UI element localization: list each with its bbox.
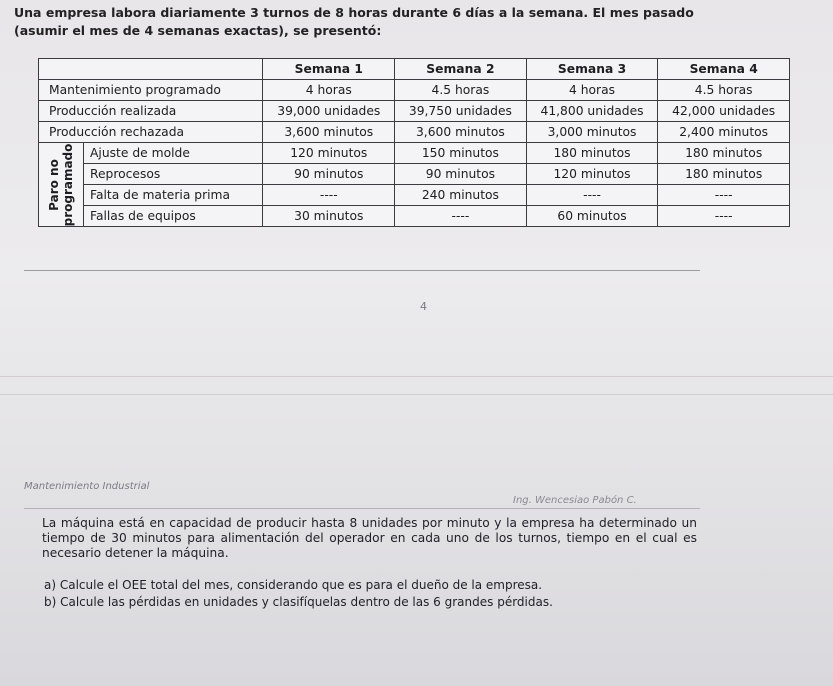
cell: 30 minutos <box>263 206 395 227</box>
cell: 60 minutos <box>526 206 658 227</box>
cell: 4 horas <box>263 80 395 101</box>
table-row <box>39 206 790 227</box>
group-label-line-1: Paro no <box>47 158 61 211</box>
cell: 90 minutos <box>263 164 395 185</box>
cell: 120 minutos <box>526 164 658 185</box>
header-week-4: Semana 4 <box>658 59 790 80</box>
row-label: Reprocesos <box>84 164 263 185</box>
header-week-1: Semana 1 <box>263 59 395 80</box>
cell: 3,000 minutos <box>526 122 658 143</box>
cell: 240 minutos <box>395 185 527 206</box>
footer-course-name: Mantenimiento Industrial <box>24 481 150 492</box>
cell: 2,400 minutos <box>658 122 790 143</box>
question-b: b) Calcule las pérdidas en unidades y clasifíquelas dentro de las 6 grandes pérdidas. <box>44 595 553 609</box>
row-label: Falta de materia prima <box>84 185 263 206</box>
row-label: Fallas de equipos <box>84 206 263 227</box>
table-row <box>39 143 790 164</box>
cell: 150 minutos <box>395 143 527 164</box>
page-edge-line <box>0 376 833 377</box>
page-edge-line <box>0 394 833 395</box>
problem-intro <box>14 4 714 40</box>
cell: 39,750 unidades <box>395 101 527 122</box>
cell: ---- <box>395 206 527 227</box>
row-label: Mantenimiento programado <box>39 80 263 101</box>
production-table <box>38 58 790 227</box>
cell: 4 horas <box>526 80 658 101</box>
footer-author: Ing. Wencesiao Pabón C. <box>513 495 637 506</box>
table-header-row <box>39 59 790 80</box>
cell: ---- <box>658 206 790 227</box>
unscheduled-stop-group-label <box>39 143 84 227</box>
footer-divider <box>24 508 700 509</box>
cell: 120 minutos <box>263 143 395 164</box>
row-label: Producción realizada <box>39 101 263 122</box>
table-row <box>39 185 790 206</box>
group-label-line-2: programado <box>61 143 75 226</box>
section-divider <box>24 270 700 271</box>
problem-statement: La máquina está en capacidad de producir hasta 8 unidades por minuto y la empresa ha determinado un tiempo de 30 minutos para alimentación del operador en cada uno de los turnos, tiempo en el cual es necesario detener la máquina. <box>42 516 697 560</box>
cell: 3,600 minutos <box>395 122 527 143</box>
corner-cell <box>39 59 263 80</box>
intro-line-2: (asumir el mes de 4 semanas exactas), se presentó: <box>14 23 382 38</box>
cell: ---- <box>526 185 658 206</box>
cell: ---- <box>658 185 790 206</box>
cell: 90 minutos <box>395 164 527 185</box>
table-row <box>39 101 790 122</box>
header-week-2: Semana 2 <box>395 59 527 80</box>
cell: 39,000 unidades <box>263 101 395 122</box>
cell: 180 minutos <box>658 164 790 185</box>
intro-line-1: Una empresa labora diariamente 3 turnos de 8 horas durante 6 días a la semana. El mes pasado <box>14 5 694 20</box>
cell: 3,600 minutos <box>263 122 395 143</box>
question-a: a) Calcule el OEE total del mes, considerando que es para el dueño de la empresa. <box>44 578 543 592</box>
row-label: Producción rechazada <box>39 122 263 143</box>
cell: 180 minutos <box>526 143 658 164</box>
cell: 180 minutos <box>658 143 790 164</box>
row-label: Ajuste de molde <box>84 143 263 164</box>
header-week-3: Semana 3 <box>526 59 658 80</box>
cell: 41,800 unidades <box>526 101 658 122</box>
cell: 4.5 horas <box>658 80 790 101</box>
table-row <box>39 164 790 185</box>
cell: 42,000 unidades <box>658 101 790 122</box>
cell: 4.5 horas <box>395 80 527 101</box>
cell: ---- <box>263 185 395 206</box>
table-row <box>39 122 790 143</box>
page-number: 4 <box>420 300 427 313</box>
table-row <box>39 80 790 101</box>
